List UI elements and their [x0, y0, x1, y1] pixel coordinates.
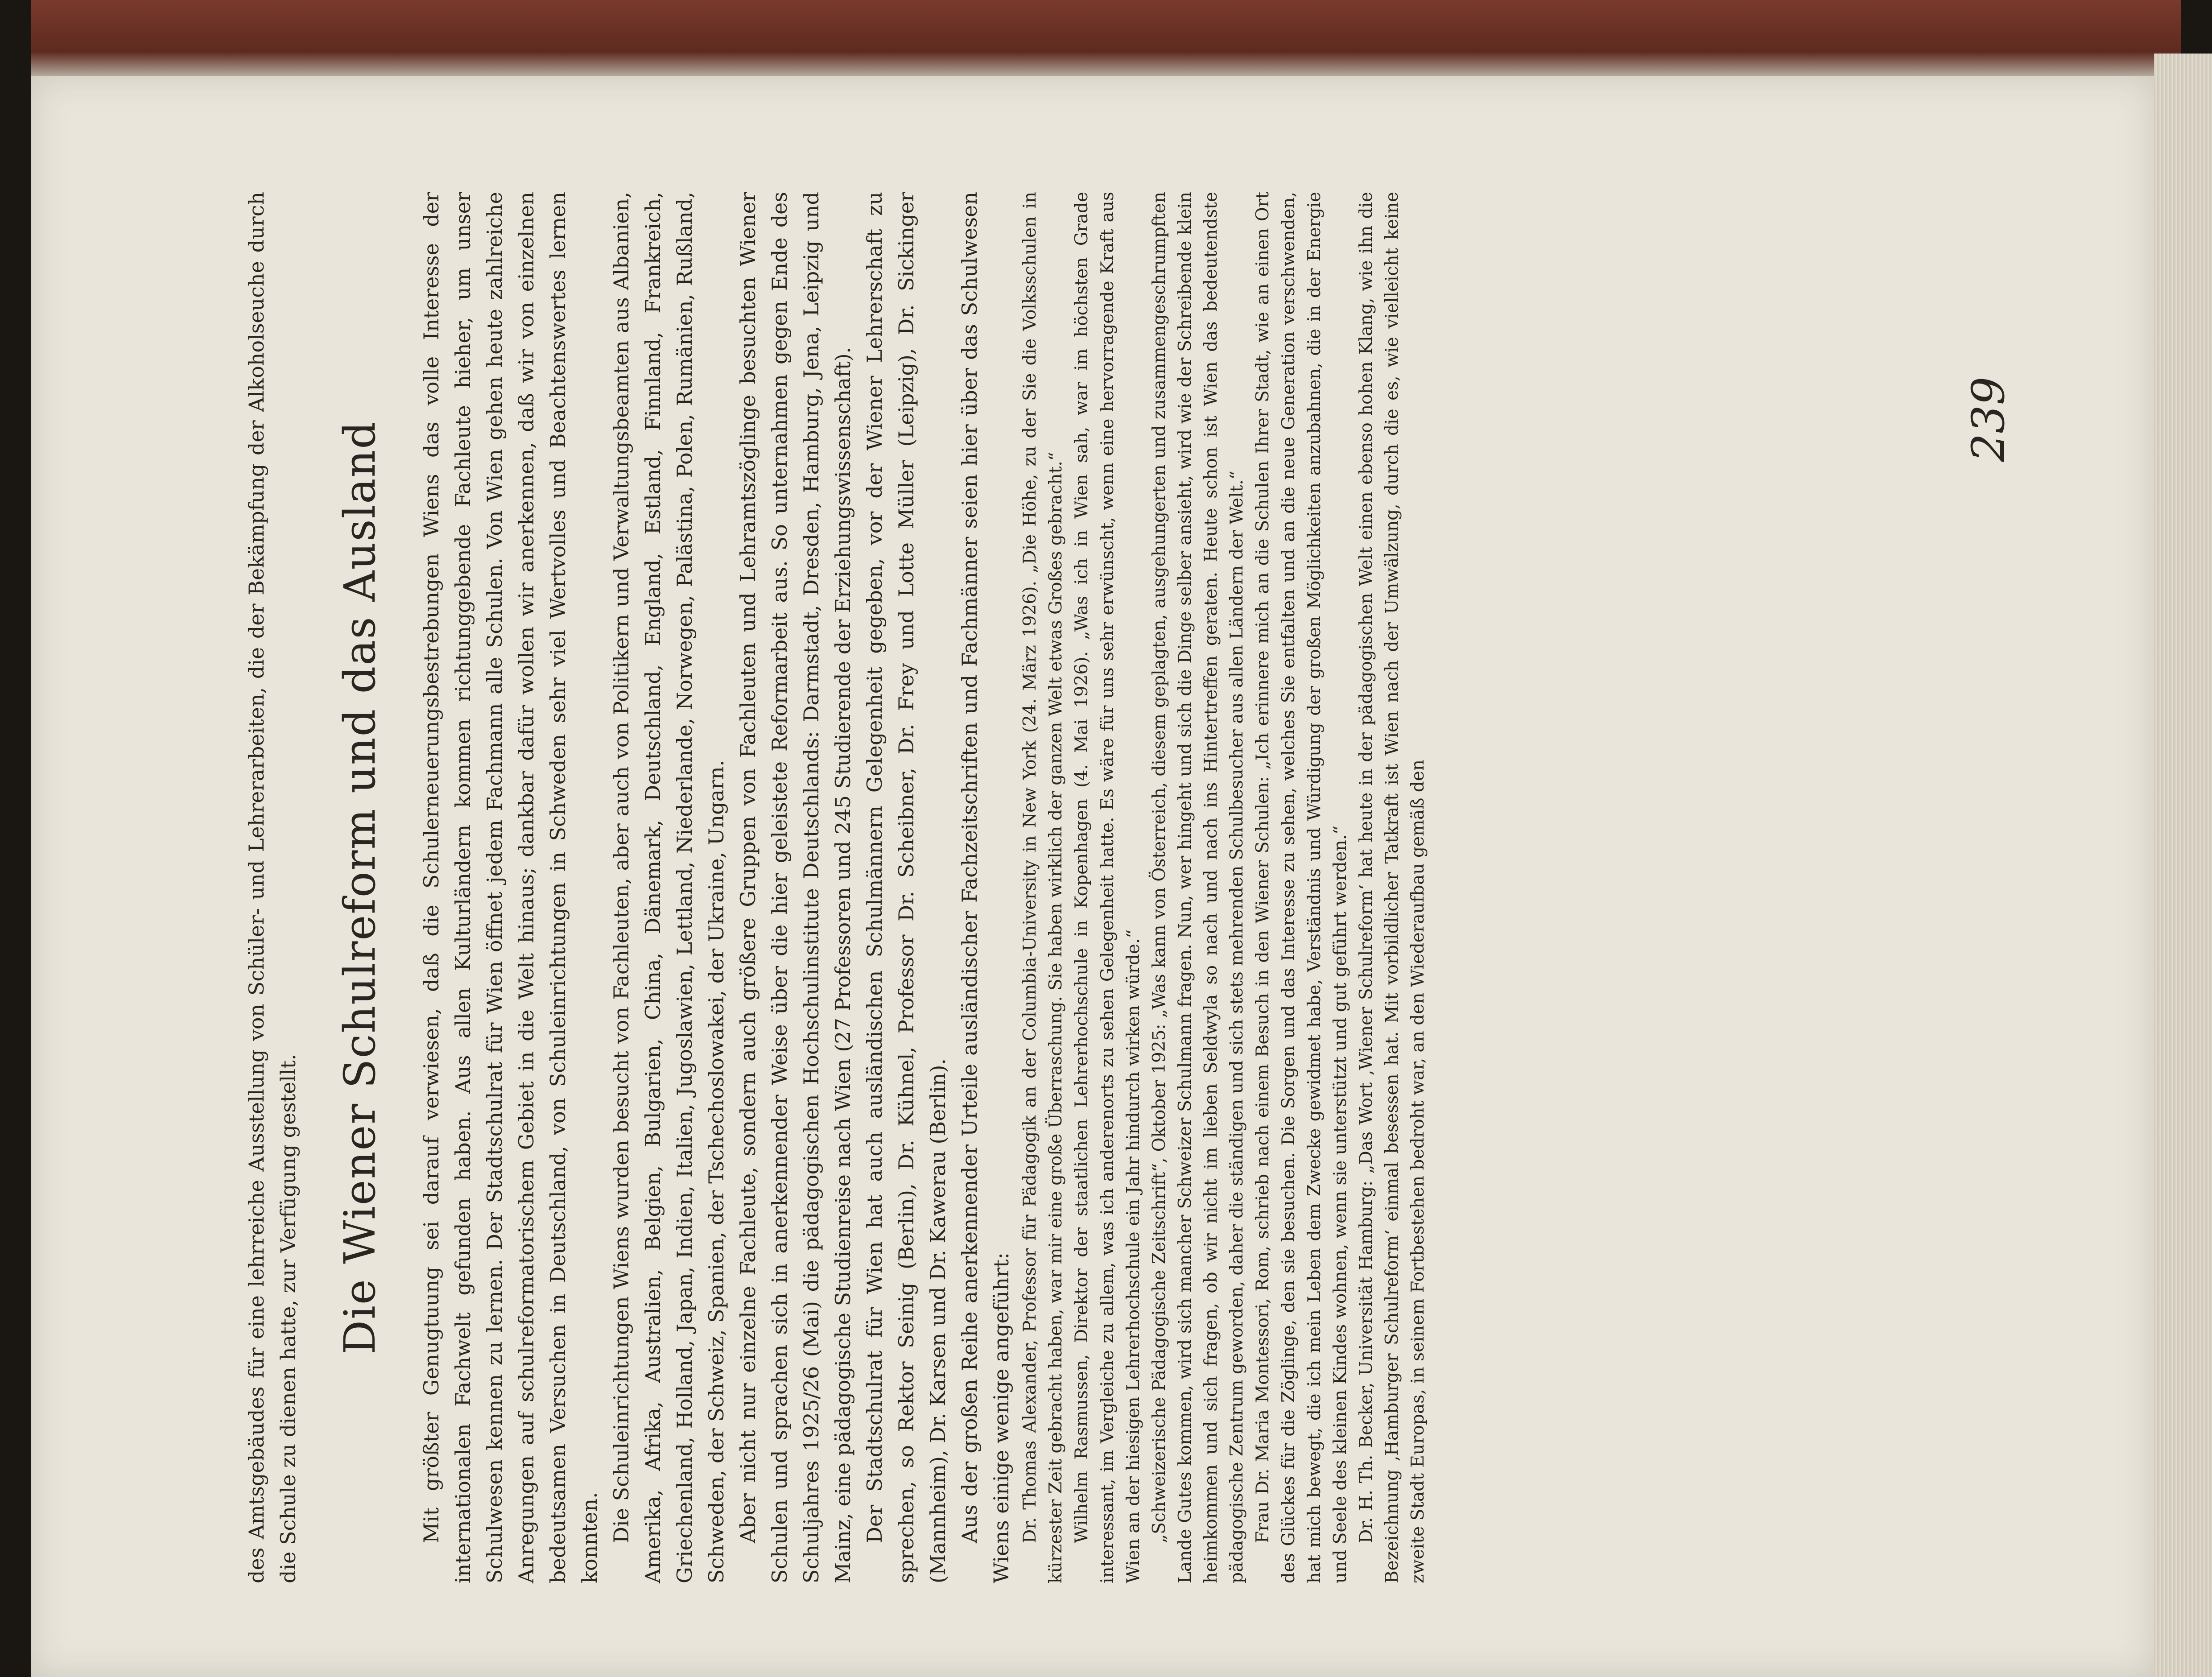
quote-schweizerische-zeitschrift: „Schweizerische Pädagogische Zeitschrift“, Oktober 1925: „Was kann von Österreich, diesem geplagten, ausgehungerten und zusammengeschrumpften Lande Gutes kommen, wird sich mancher Schweizer Schulmann fragen. Nun, wer hingeht und sich die Dinge selber ansieht, wird wie der Schreibende klein heimkommen und sich fragen, ob wir nicht im lieben Seldwyla so nach und nach ins Hintertreffen geraten. Heute schon ist Wien das bedeutendste pädagogische Zentrum geworden, daher die ständigen und sich stets mehrenden Schulbesucher aus allen Ländern der Welt.“	[1149, 192, 1247, 1583]
quote-montessori: Frau Dr. Maria Montessori, Rom, schrieb nach einem Besuch in den Wiener Schulen: „Ich erinnere mich an die Schulen Ihrer Stadt, wie an einen Ort des Glückes für die Zöglinge, den sie besuchen. Die Sorgen und das Interesse zu sehen, welches Sie entfalten und an die neue Generation verschwenden, hat mich bewegt, die ich mein Leben dem Zwecke gewidmet habe, Verständnis und Würdigung der großen Möglichkeiten anzubahnen, die in der Energie und Seele des kleinen Kindes wohnen, wenn sie unterstützt und gut geführt werden.“	[1253, 192, 1350, 1583]
section-title: Die Wiener Schulreform und das Ausland	[335, 421, 385, 1355]
quote-rasmussen: Wilhelm Rasmussen, Direktor der staatlichen Lehrerhochschule in Kopenhagen (4. Mai 1926). „Was ich in Wien sah, war im höchsten Grade interessant, im Vergleiche zu allem, was ich anderenorts zu sehen Gelegenheit hatte. Es wäre für uns sehr erwünscht, wenn eine hervorragende Kraft aus Wien an der hiesigen Lehrerhochschule ein Jahr hindurch wirken würde.“	[1072, 192, 1143, 1583]
page-text	[223, 192, 1976, 1610]
paragraph-5: Aus der großen Reihe anerkennender Urteile ausländischer Fachzeitschriften und Fachmänner seien hier über das Schulwesen Wiens einige wenige angeführt:	[957, 192, 1013, 1583]
page-number: 239	[1962, 376, 2014, 462]
book-page	[31, 76, 2154, 1677]
intro-paragraph: des Amtsgebäudes für eine lehrreiche Ausstellung von Schüler- und Lehrerarbeiten, die der Bekämpfung der Alkoholseuche durch die Schule zu dienen hatte, zur Verfügung gestellt.	[244, 192, 300, 1583]
quote-becker: Dr. H. Th. Becker, Universität Hamburg: „Das Wort ‚Wiener Schulreform‘ hat heute in der pädagogischen Welt einen ebenso hohen Klang, wie ihn die Bezeichnung ‚Hamburger Schulreform‘ einmal besessen hat. Mit vorbildlicher Tatkraft ist Wien nach der Umwälzung, durch die es, wie vielleicht keine zweite Stadt Europas, in seinem Fortbestehen bedroht war, an den Wiederaufbau gemäß den	[1356, 192, 1428, 1583]
paragraph-3: Aber nicht nur einzelne Fachleute, sondern auch größere Gruppen von Fachleuten und Lehramtszöglinge besuchten Wiener Schulen und sprachen sich in anerkennender Weise über die hier geleistete Reformarbeit aus. So unternahmen gegen Ende des Schuljahres 1925/26 (Mai) die pädagogischen Hochschulinstitute Deutschlands: Darmstadt, Dresden, Hamburg, Jena, Leipzig und Mainz, eine pädagogische Studienreise nach Wien (27 Professoren und 245 Studierende der Erziehungswissenschaft).	[736, 192, 855, 1583]
rotated-text-frame	[223, 192, 1958, 1610]
paragraph-4: Der Stadtschulrat für Wien hat auch ausländischen Schulmännern Gelegenheit gegeben, vor der Wiener Lehrerschaft zu sprechen, so Rektor Seinig (Berlin), Dr. Kühnel, Professor Dr. Scheibner, Dr. Frey und Lotte Müller (Leipzig), Dr. Sickinger (Mannheim), Dr. Karsen und Dr. Kawerau (Berlin).	[863, 192, 950, 1583]
paragraph-2: Die Schuleinrichtungen Wiens wurden besucht von Fachleuten, aber auch von Politikern und Verwaltungsbeamten aus Albanien, Amerika, Afrika, Australien, Belgien, Bulgarien, China, Dänemark, Deutschland, England, Estland, Finnland, Frankreich, Griechenland, Holland, Japan, Indien, Italien, Jugoslawien, Lettland, Niederlande, Norwegen, Palästina, Polen, Rumänien, Rußland, Schweden, der Schweiz, Spanien, der Tschechoslowakei, der Ukraine, Ungarn.	[609, 192, 728, 1583]
quote-alexander: Dr. Thomas Alexander, Professor für Pädagogik an der Columbia-University in New York (24. März 1926). „Die Höhe, zu der Sie die Volksschulen in kürzester Zeit gebracht haben, war mir eine große Überraschung. Sie haben wirklich der ganzen Welt etwas Großes gebracht.“	[1020, 192, 1066, 1583]
book-page-edges	[2154, 54, 2212, 1677]
paragraph-1: Mit größter Genugtuung sei darauf verwiesen, daß die Schulerneuerungsbestrebungen Wiens das volle Interesse der internationalen Fachwelt gefunden haben. Aus allen Kulturländern kommen richtunggebende Fachleute hieher, um unser Schulwesen kennen zu lernen. Der Stadtschulrat für Wien öffnet jedem Fachmann alle Schulen. Von Wien gehen heute zahlreiche Anregungen auf schulreformatorischem Gebiet in die Welt hinaus; dankbar dafür wollen wir anerkennen, daß wir von einzelnen bedeutsamen Versuchen in Deutschland, von Schuleinrichtungen in Schweden sehr viel Wertvolles und Beachtenswertes lernen konnten.	[419, 192, 602, 1583]
